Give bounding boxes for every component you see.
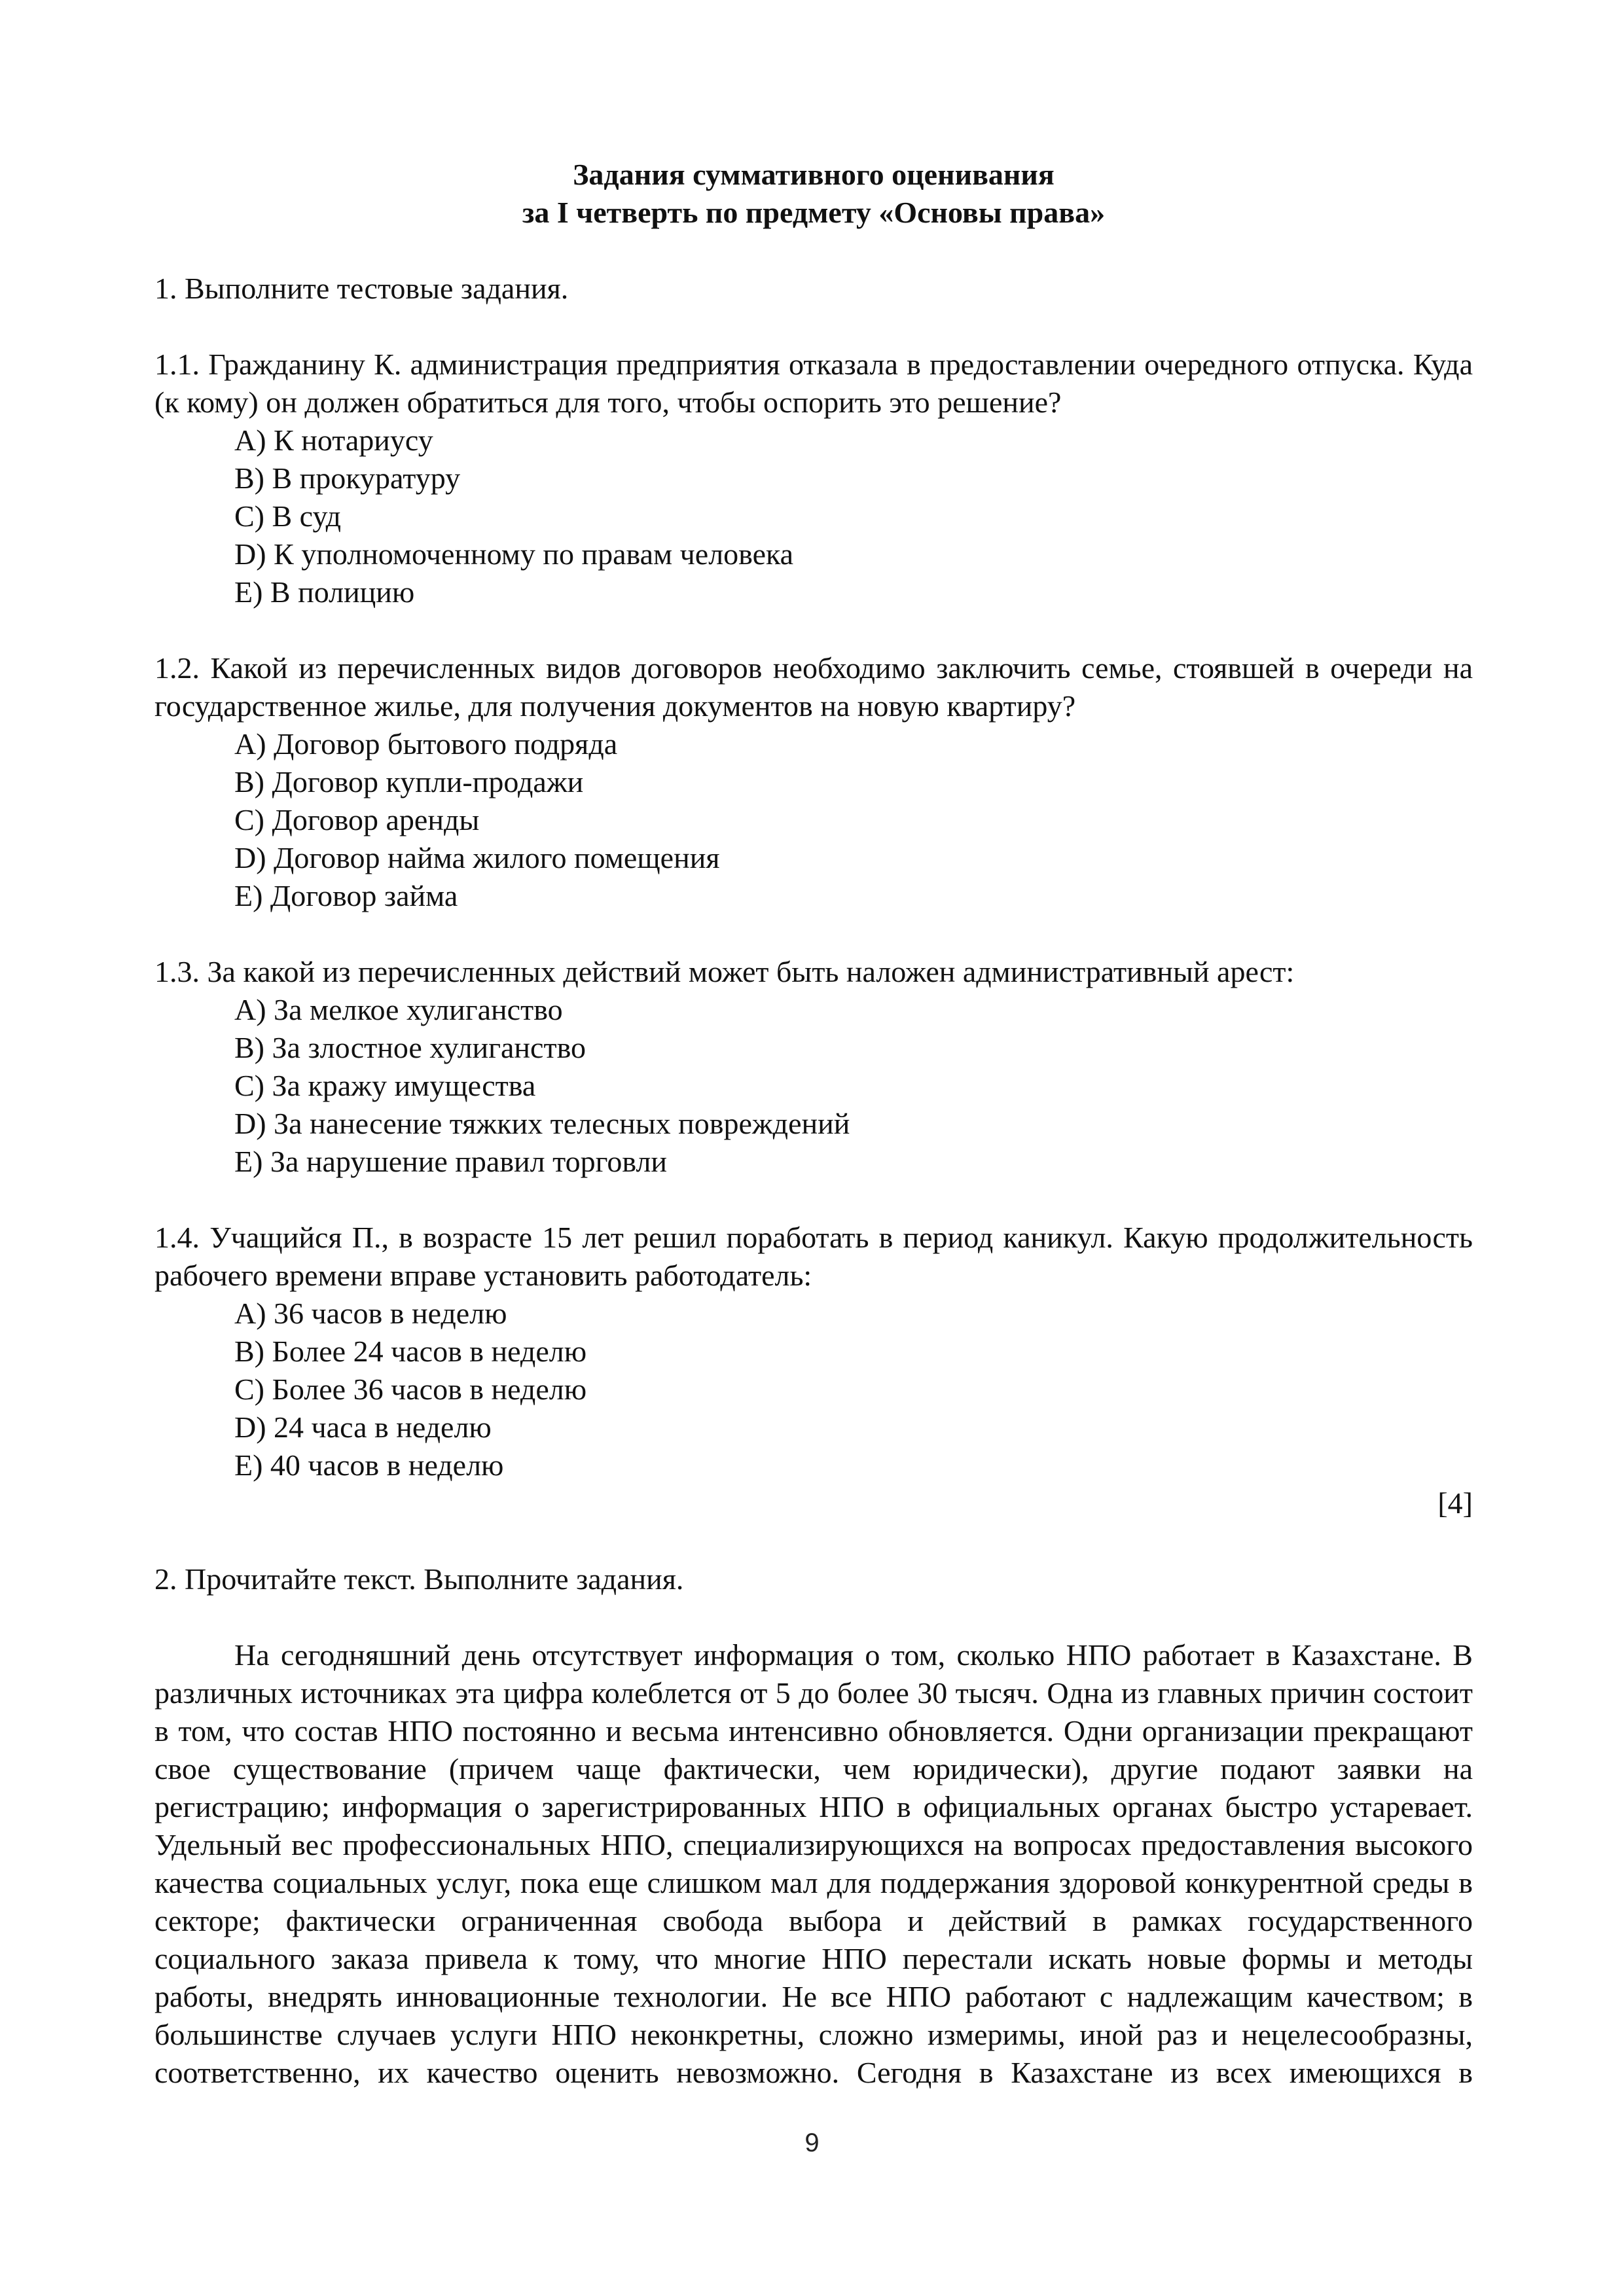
title-line-1: Задания суммативного оценивания: [573, 158, 1055, 191]
option-a: A) 36 часов в неделю: [234, 1297, 507, 1330]
answer-options: [154, 1295, 1473, 1484]
question-text: 1.4. Учащийся П., в возрасте 15 лет решил поработать в период каникул. Какую продолжительность рабочего времени вправе установить работодатель:: [154, 1221, 1473, 1292]
option-c: C) За кражу имущества: [234, 1069, 536, 1102]
task-1-heading: 1. Выполните тестовые задания.: [154, 272, 569, 305]
option-d: D) Договор найма жилого помещения: [234, 841, 720, 874]
task-2-heading: 2. Прочитайте текст. Выполните задания.: [154, 1562, 684, 1596]
question-1-3: [154, 953, 1473, 1181]
option-a: A) За мелкое хулиганство: [234, 993, 563, 1026]
option-e: E) В полицию: [234, 575, 415, 609]
option-e: E) За нарушение правил торговли: [234, 1145, 668, 1178]
option-b: B) Договор купли-продажи: [234, 765, 584, 798]
reading-passage: На сегодняшний день отсутствует информация о том, сколько НПО работает в Казахстане. В различных источниках эта цифра колеблется от 5 до более 30 тысяч. Одна из главных причин состоит в том, что состав НПО постоянно и весьма интенсивно обновляется. Одни организации прекращают свое существование (причем чаще фактически, чем юридически), другие подают заявки на регистрацию; информация о зарегистрированных НПО в официальных органах быстро устаревает. Удельный вес профессиональных НПО, специализирующихся на вопросах предоставления высокого качества социальных услуг, пока еще слишком мал для поддержания здоровой конкурентной среды в секторе; фактически ограниченная свобода выбора и действий в рамках государственного социального заказа привела к тому, что многие НПО перестали искать новые формы и методы работы, внедрять инновационные технологии. Не все НПО работают с надлежащим качеством; в большинстве случаев услуги НПО неконкретны, сложно измеримы, иной раз и нецелесообразны, соответственно, их качество оценить невозможно. Сегодня в Казахстане из всех имеющихся в: [154, 1638, 1473, 2089]
option-d: D) К уполномоченному по правам человека: [234, 537, 794, 571]
option-c: C) Более 36 часов в неделю: [234, 1372, 587, 1406]
question-text: 1.1. Гражданину К. администрация предприятия отказала в предоставлении очередного отпуска. Куда (к кому) он должен обратиться для того, чтобы оспорить это решение?: [154, 348, 1473, 419]
question-text: 1.3. За какой из перечисленных действий может быть наложен административный арест:: [154, 955, 1295, 988]
answer-options: [154, 725, 1473, 915]
option-a: A) К нотариусу: [234, 423, 433, 457]
option-c: C) В суд: [234, 499, 341, 533]
question-text: 1.2. Какой из перечисленных видов договоров необходимо заключить семье, стоявшей в очереди на государственное жилье, для получения документов на новую квартиру?: [154, 651, 1473, 723]
option-b: B) В прокуратуру: [234, 461, 461, 495]
option-d: D) 24 часа в неделю: [234, 1410, 492, 1444]
page-number: 9: [804, 2128, 820, 2157]
option-b: B) Более 24 часов в неделю: [234, 1335, 587, 1368]
document-title: [154, 156, 1473, 232]
page-content: [154, 156, 1473, 2092]
option-e: E) 40 часов в неделю: [234, 1448, 504, 1482]
option-a: A) Договор бытового подряда: [234, 727, 618, 761]
option-b: B) За злостное хулиганство: [234, 1031, 586, 1064]
option-e: E) Договор займа: [234, 879, 458, 912]
option-c: C) Договор аренды: [234, 803, 480, 836]
answer-options: [154, 422, 1473, 611]
answer-options: [154, 991, 1473, 1181]
question-1-4: [154, 1219, 1473, 1484]
task-1-score: [4]: [1437, 1486, 1473, 1520]
title-line-2: за I четверть по предмету «Основы права»: [522, 196, 1106, 229]
question-1-1: [154, 346, 1473, 611]
question-1-2: [154, 649, 1473, 915]
option-d: D) За нанесение тяжких телесных повреждений: [234, 1107, 850, 1140]
